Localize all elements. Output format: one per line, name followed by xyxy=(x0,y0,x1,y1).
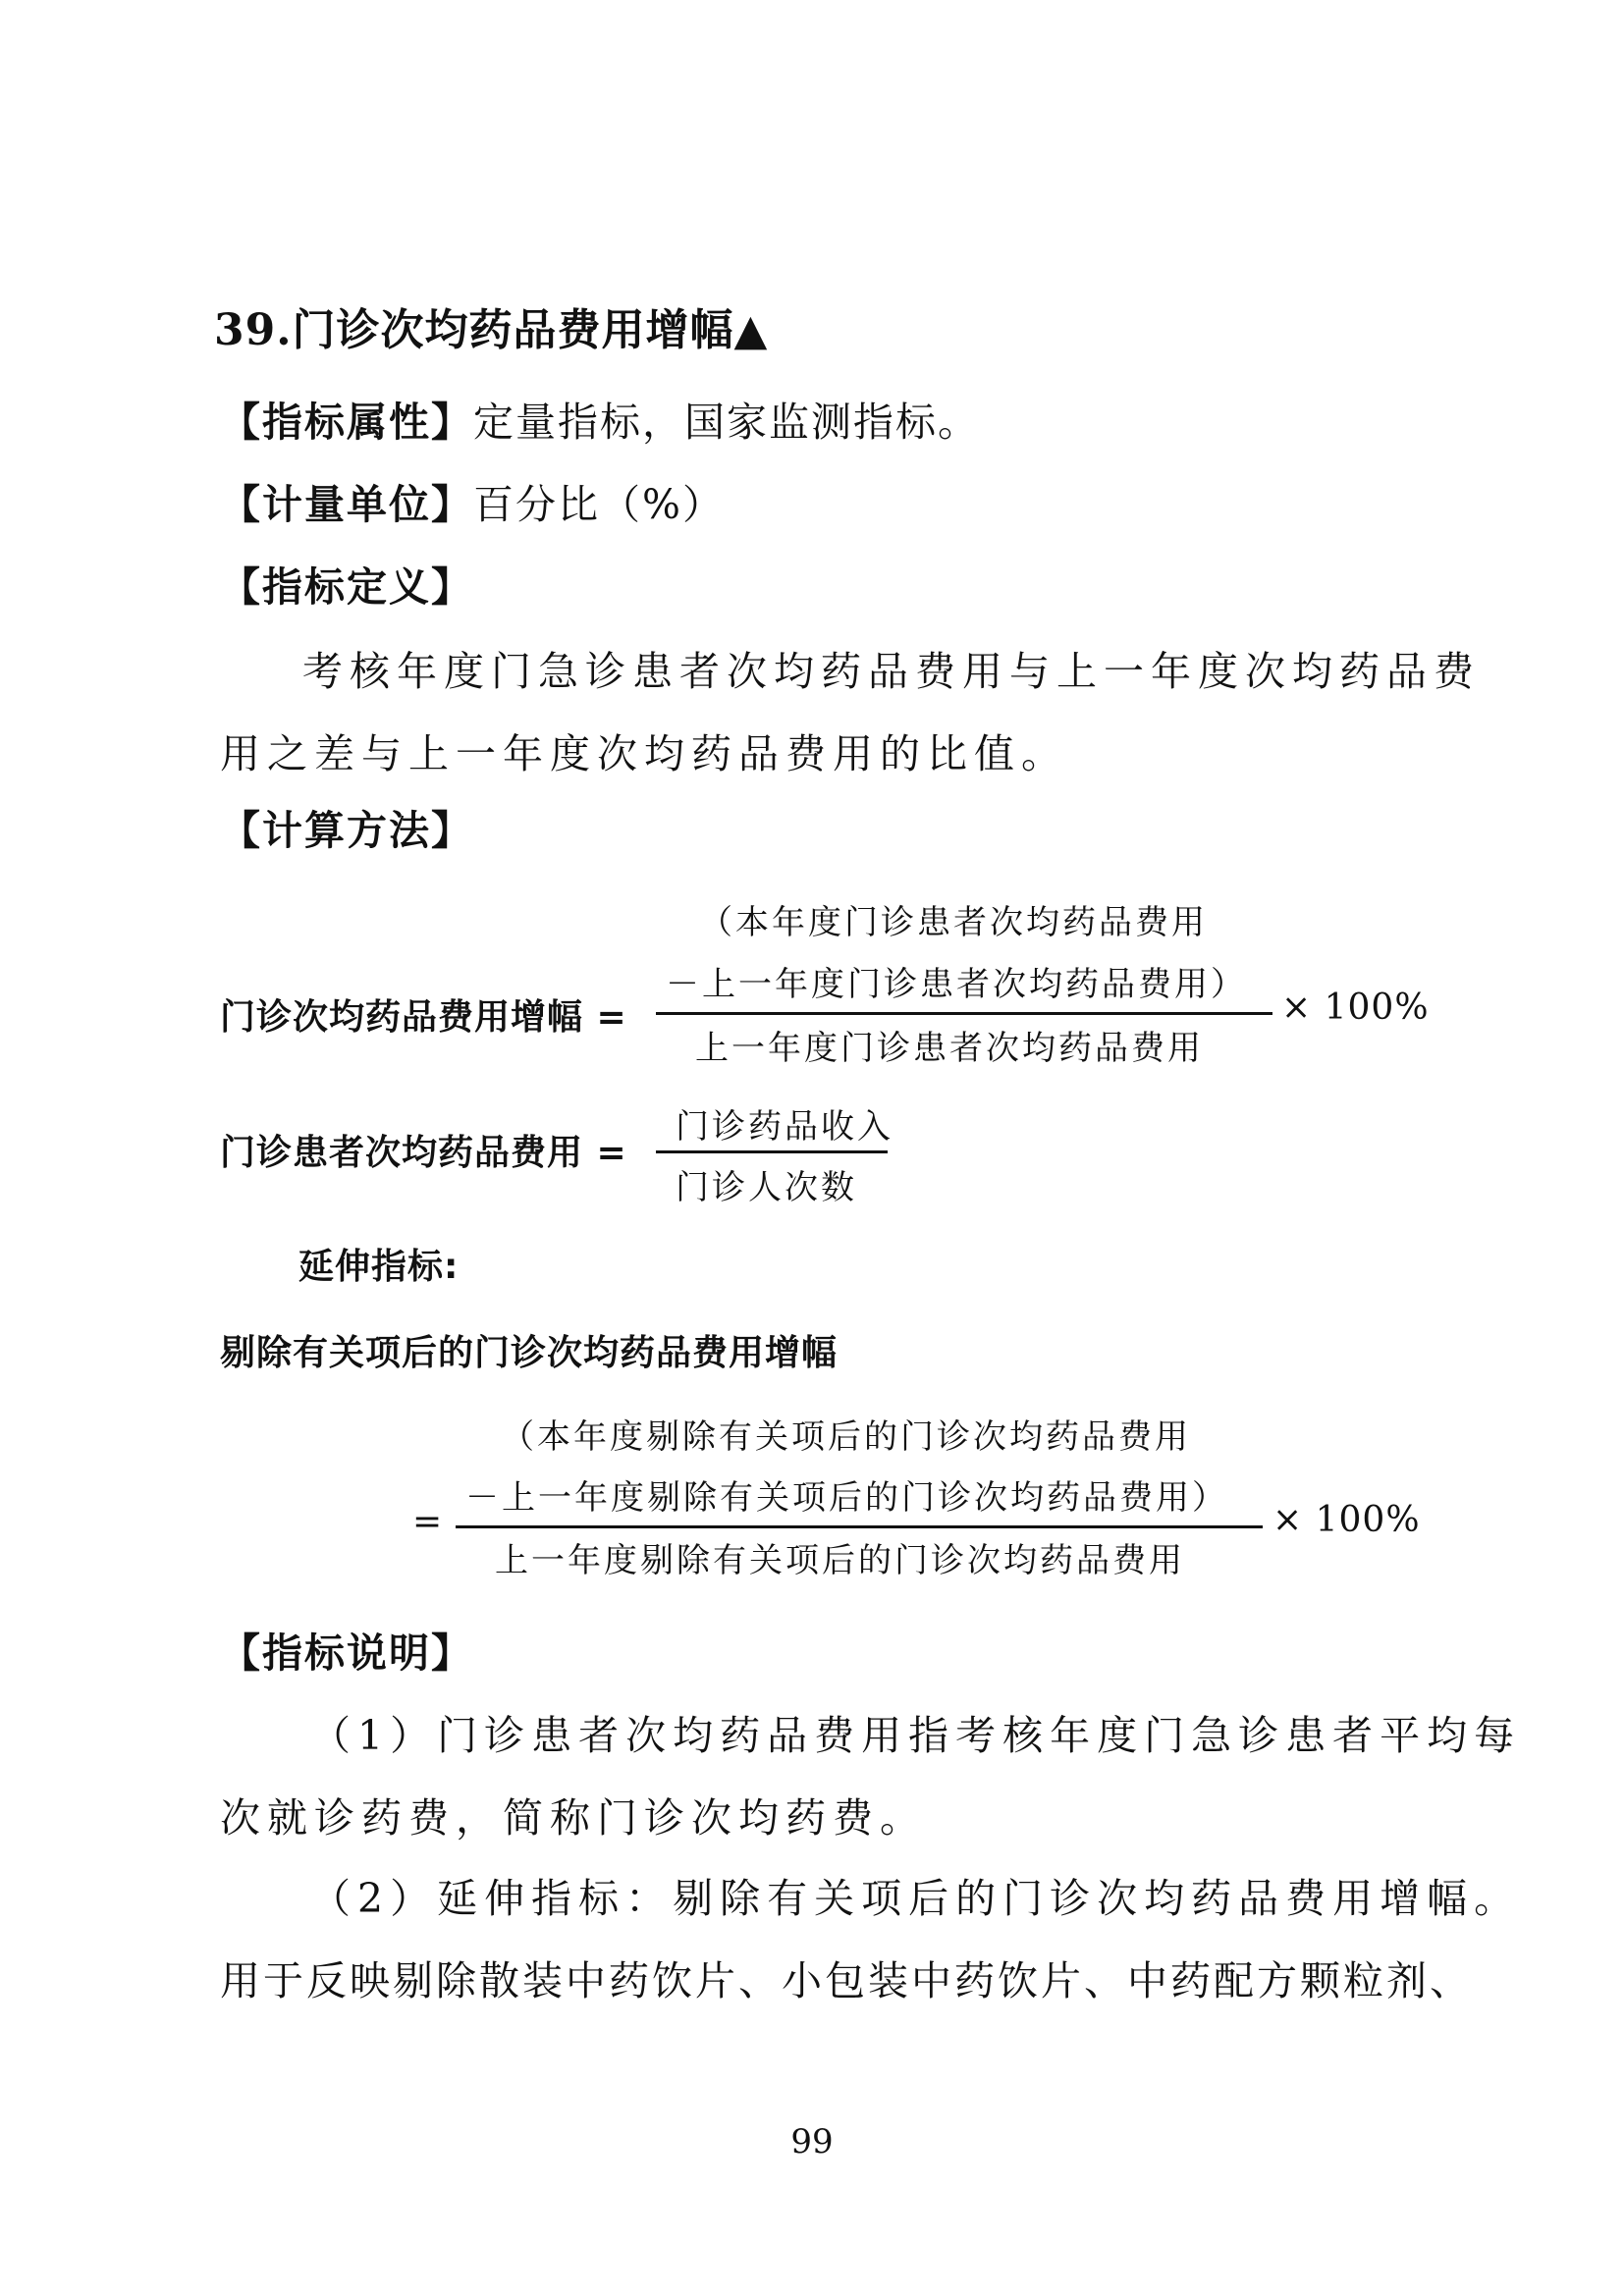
formula-adjusted-denominator: 上一年度剔除有关项后的门诊次均药品费用 xyxy=(495,1541,1185,1580)
definition-label: 【指标定义】 xyxy=(220,563,473,611)
note1-line2: 次就诊药费，简称门诊次均药费。 xyxy=(220,1794,927,1842)
note1-line1: （1）门诊患者次均药品费用指考核年度门急诊患者平均每 xyxy=(310,1712,1522,1759)
notes-heading xyxy=(220,1626,473,1681)
unit-row xyxy=(220,477,725,532)
formula-growth-numerator-line2: －上一年度门诊患者次均药品费用） xyxy=(666,965,1247,1004)
formula-growth-denominator: 上一年度门诊患者次均药品费用 xyxy=(695,1029,1204,1068)
formula-adjusted-numerator-line1: （本年度剔除有关项后的门诊次均药品费用 xyxy=(501,1417,1191,1457)
formula-growth-fraction-bar xyxy=(656,1012,1272,1015)
formula-growth-numerator-line1: （本年度门诊患者次均药品费用 xyxy=(699,903,1208,942)
attribute-value: 定量指标，国家监测指标。 xyxy=(473,399,980,446)
formula-growth-lhs: 门诊次均药品费用增幅 = xyxy=(220,997,627,1038)
note2-line1: （2）延伸指标：剔除有关项后的门诊次均药品费用增幅。 xyxy=(310,1875,1522,1922)
definition-text-line2: 用之差与上一年度次均药品费用的比值。 xyxy=(220,730,1068,777)
extension-title: 剔除有关项后的门诊次均药品费用增幅 xyxy=(220,1333,839,1373)
unit-label: 【计量单位】 xyxy=(220,481,473,528)
formula-adjusted-numerator-line2: －上一年度剔除有关项后的门诊次均药品费用） xyxy=(465,1478,1228,1518)
section-title: 39.门诊次均药品费用增幅▲ xyxy=(214,305,769,355)
unit-value: 百分比（%） xyxy=(473,481,725,528)
method-heading xyxy=(220,803,473,858)
formula-average-numerator: 门诊药品收入 xyxy=(676,1107,893,1147)
formula-average-fraction-bar xyxy=(656,1150,888,1153)
attribute-row xyxy=(220,395,980,450)
note2-line2: 用于反映剔除散装中药饮片、小包装中药饮片、中药配方颗粒剂、 xyxy=(220,1957,1473,2004)
formula-average-lhs: 门诊患者次均药品费用 = xyxy=(220,1133,627,1173)
method-label: 【计算方法】 xyxy=(220,807,473,854)
formula-growth-multiplier: × 100% xyxy=(1281,988,1430,1028)
definition-heading xyxy=(220,560,473,614)
formula-adjusted-fraction-bar xyxy=(456,1525,1263,1528)
attribute-label: 【指标属性】 xyxy=(220,399,473,446)
formula-average-denominator: 门诊人次数 xyxy=(676,1168,857,1207)
definition-text-line1: 考核年度门急诊患者次均药品费用与上一年度次均药品费 xyxy=(302,648,1481,695)
notes-label: 【指标说明】 xyxy=(220,1629,473,1677)
formula-adjusted-lhs: = xyxy=(412,1502,444,1542)
page-number: 99 xyxy=(790,2122,834,2162)
extension-label: 延伸指标: xyxy=(298,1247,460,1287)
formula-adjusted-multiplier: × 100% xyxy=(1272,1500,1421,1540)
